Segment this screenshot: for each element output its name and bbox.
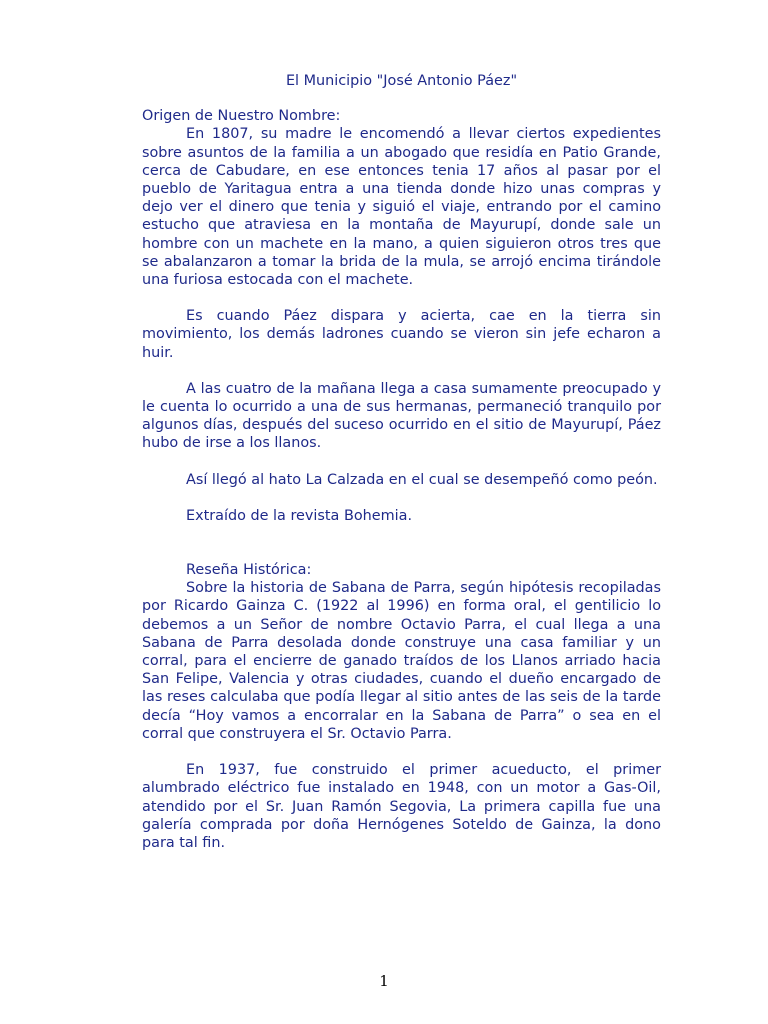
- page-number: 1: [379, 972, 389, 990]
- paragraph-resena-1: Sobre la historia de Sabana de Parra, según hipótesis recopiladas por Ricardo Gainza C. (1922 al 1996) en forma oral, el gentilicio lo debemos a un Señor de nombre Octavio Parra, el cual llega a una Sabana de Parra desolada donde construye una casa familiar y un corral, para el encierre de ganado traídos de los Llanos arriado hacia San Felipe, Valencia y otras ciudades, cuando el dueño encargado de las reses calculaba que podía llegar al sitio antes de las seis de la tarde decía “Hoy vamos a encorralar en la Sabana de Parra” o sea en el corral que construyera el Sr. Octavio Parra.: [142, 580, 661, 742]
- paragraph-origen-4: Así llegó al hato La Calzada en el cual se desempeñó como peón.: [186, 471, 658, 488]
- paragraph-origen-1: En 1807, su madre le encomendó a llevar ciertos expedientes sobre asuntos de la familia a un abogado que residía en Patio Grande, cerca de Cabudare, en ese entonces tenia 17 años al pasar por el pueblo de Yaritagua entra a una tienda donde hizo unas compras y dejo ver el dinero que tenia y siguió el viaje, entrando por el camino estucho que atraviesa en la montaña de Mayurupí, donde sale un hombre con un machete en la mano, a quien siguieron otros tres que se abalanzaron a tomar la brida de la mula, se arrojó encima tirándole una furiosa estocada con el machete.: [142, 126, 661, 289]
- document-page: [142, 72, 661, 852]
- paragraph-resena-2: En 1937, fue construido el primer acueducto, el primer alumbrado eléctrico fue instalado en 1948, con un motor a Gas-Oil, atendido por el Sr. Juan Ramón Segovia, La primera capilla fue una galería comprada por doña Hernógenes Soteldo de Gainza, la dono para tal fin.: [142, 762, 661, 851]
- paragraph-origen-3: A las cuatro de la mañana llega a casa sumamente preocupado y le cuenta lo ocurrido a una de sus hermanas, permaneció tranquilo por algunos días, después del suceso ocurrido en el sitio de Mayurupí, Páez hubo de irse a los llanos.: [142, 380, 661, 452]
- document-title: El Municipio "José Antonio Páez": [285, 73, 518, 89]
- paragraph-source-note: Extraído de la revista Bohemia.: [186, 507, 413, 524]
- paragraph-origen-2: Es cuando Páez dispara y acierta, cae en la tierra sin movimiento, los demás ladrones cuando se vieron sin jefe echaron a huir.: [142, 308, 661, 361]
- section-heading-resena: Reseña Histórica:: [186, 562, 312, 579]
- section-heading-origen: Origen de Nuestro Nombre:: [142, 108, 341, 125]
